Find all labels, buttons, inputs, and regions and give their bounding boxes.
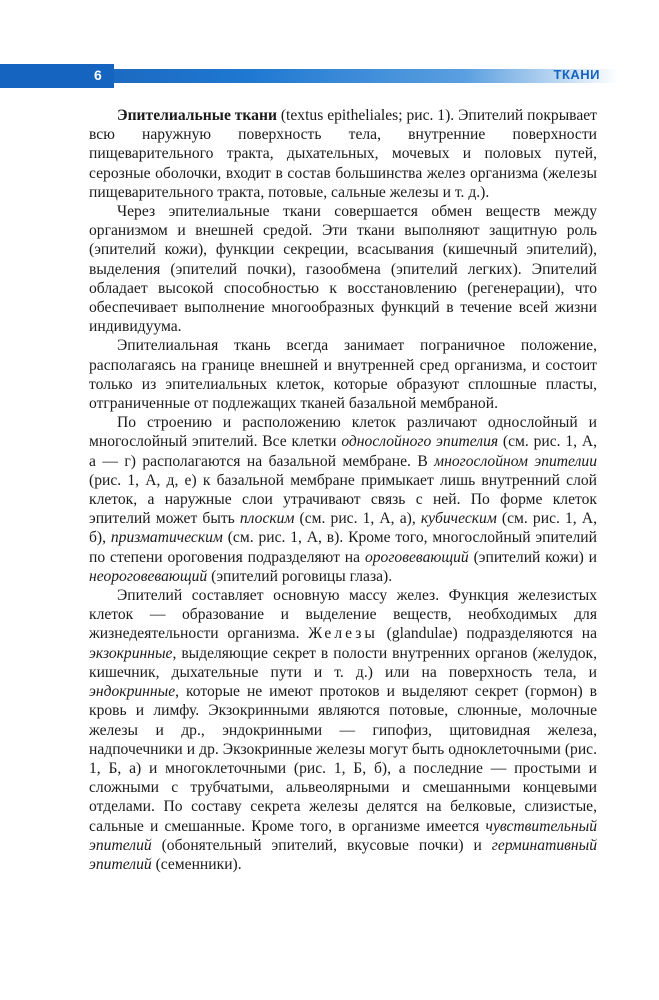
italic-term: призматическим bbox=[110, 529, 223, 547]
text-run: (glandulae) подразделяются на bbox=[377, 625, 597, 643]
text-run: (рис. 1, А, д, е) к базальной мембране примыкает лишь внутренний слой клеток, а наружные слои утрачивают связь с ней. По форме клеток эпителий может быть bbox=[89, 471, 597, 528]
italic-term: кубическим bbox=[420, 510, 497, 528]
spaced-term: Железы bbox=[308, 625, 378, 643]
bold-term: Эпителиальные ткани bbox=[117, 107, 277, 124]
text-run: (см. рис. 1, А, в). Кроме того, многослойный эпителий по степени ороговения подразделяют на bbox=[89, 529, 597, 566]
italic-term: чувствительный эпителий bbox=[89, 817, 597, 854]
text-run: (эпителий роговицы глаза). bbox=[207, 567, 393, 585]
text-run: (семенники). bbox=[151, 855, 242, 873]
page-number: 6 bbox=[94, 67, 102, 83]
paragraph-epithelial-intro bbox=[89, 106, 597, 202]
paragraph-boundary-position bbox=[89, 336, 597, 413]
italic-term: неороговевающий bbox=[89, 567, 208, 585]
italic-term: герминативный эпителий bbox=[89, 836, 597, 873]
text-run: Эпителий составляет основную массу желез. Функция железистых клеток — образование и выделение веществ, необходимых для жизнедеятельности организма. bbox=[89, 587, 597, 643]
text-run: , выделяющие секрет в полости внутренних органов (желудок, кишечник, дыхательные пути и т. д.) или на поверхность тела, и bbox=[89, 644, 597, 681]
paragraph-exchange-functions bbox=[89, 202, 597, 336]
body-text bbox=[89, 106, 597, 874]
italic-term: ороговевающий bbox=[364, 548, 469, 566]
italic-term: однослойного эпителия bbox=[341, 433, 499, 451]
italic-term: плоским bbox=[239, 510, 295, 528]
text-run: , которые не имеют протоков и выделяют секрет (гормон) в кровь и лимфу. Экзокринными являются потовые, слюнные, молочные железы и др., эндокринными — гипофиз, щитовидная железа, надпочечники и др. Экзокринные железы могут быть одноклеточными (рис. 1, Б, а) и многоклеточными (рис. 1, Б, б), а последние — простыми и сложными с трубчатыми, альвеолярными и смешанными концевыми отделами. По составу секрета железы делятся на белковые, слизистые, сальные и смешанные. Кроме того, в организме имеется bbox=[89, 683, 597, 835]
text-run: (эпителий кожи) и bbox=[468, 548, 597, 566]
italic-term: экзокринные bbox=[89, 644, 173, 662]
text-run: (см. рис. 1, А, а — г) располагаются на базальной мембране. В bbox=[89, 433, 597, 470]
page-header bbox=[0, 64, 659, 86]
italic-term: многослойном эпителии bbox=[434, 452, 597, 470]
text-run: (см. рис. 1, А, б), bbox=[89, 510, 597, 547]
text-run: Эпителиальная ткань всегда занимает пограничное положение, располагаясь на границе внешней и внутренней сред организма, и состоит только из эпителиальных клеток, которые образуют сплошные пласты, отграниченные от подлежащих тканей базальной мембраной. bbox=[89, 337, 597, 413]
page-number-box bbox=[0, 64, 114, 88]
italic-term: эндокринные bbox=[89, 683, 176, 701]
paragraph-classification bbox=[89, 413, 597, 586]
text-run: (обонятельный эпителий, вкусовые почки) и bbox=[151, 836, 492, 854]
text-run: Через эпителиальные ткани совершается обмен веществ между организмом и внешней средой. Эти ткани выполняют защитную роль (эпителий кожи), функции секреции, всасывания (кишечный эпителий), выделения (эпителий почки), газообмена (эпителий легких). Эпителий обладает высокой способностью к восстановлению (регенерации), что обеспечивает выполнение многообразных функций в течение всей жизни индивидуума. bbox=[89, 203, 597, 336]
text-run: По строению и расположению клеток различают однослойный и многослойный эпителий. Все клетки bbox=[89, 414, 597, 451]
text-run: (textus epitheliales; рис. 1). Эпителий покрывает всю наружную поверхность тела, внутренние поверхности пищеварительного тракта, дыхательных, мочевых и половых путей, серозные оболочки, входит в состав большинства желез организма (железы пищеварительного тракта, потовые, сальные железы и т. д.). bbox=[89, 107, 597, 201]
paragraph-glands bbox=[89, 586, 597, 874]
text-run: (см. рис. 1, А, а), bbox=[294, 510, 421, 528]
section-title: ТКАНИ bbox=[553, 67, 600, 82]
